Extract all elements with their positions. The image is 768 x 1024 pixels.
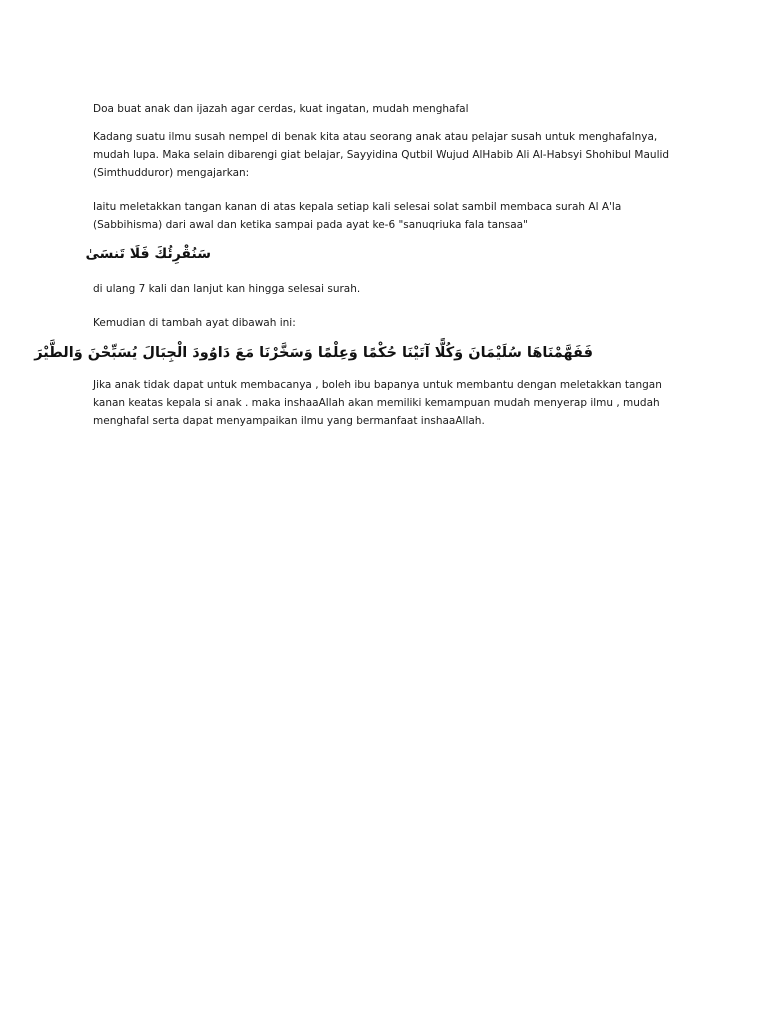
closing-paragraph: Jika anak tidak dapat untuk membacanya , boleh ibu bapanya untuk membantu dengan meletakkan tangan kanan keatas kepala si anak . maka inshaaAllah akan memiliki kemampuan mudah menyerap ilmu , mudah menghafal serta dapat menyampaikan ilmu yang bermanfaat inshaaAllah. bbox=[93, 379, 662, 427]
instruction-paragraph: Iaitu meletakkan tangan kanan di atas kepala setiap kali selesai solat sambil membaca surah Al A'la (Sabbihisma) dari awal dan ketika sampai pada ayat ke-6 "sanuqriuka fala tansaa" bbox=[93, 201, 622, 231]
next-verse-note: Kemudian di tambah ayat dibawah ini: bbox=[93, 317, 296, 329]
arabic-verse-fafahhamnaha: فَفَهَّمْنَاهَا سُلَيْمَانَ وَكُلًّا آتَيْنَا حُكْمًا وَعِلْمًا وَسَخَّرْنَا مَعَ دَاوُودَ الْجِبَالَ يُسَبِّحْنَ وَالطَّيْرَ bbox=[34, 345, 593, 361]
intro-paragraph: Kadang suatu ilmu susah nempel di benak kita atau seorang anak atau pelajar susah untuk menghafalnya, mudah lupa. Maka selain dibarengi giat belajar, Sayyidina Qutbil Wujud AlHabib Ali Al-Habsyi Shohibul Maulid (Simthudduror) mengajarkan: bbox=[93, 131, 670, 179]
repeat-note: di ulang 7 kali dan lanjut kan hingga selesai surah. bbox=[93, 283, 361, 295]
arabic-verse-sanuqriuka: سَنُقْرِئُكَ فَلَا تَنسَىٰ bbox=[85, 246, 211, 262]
document-title: Doa buat anak dan ijazah agar cerdas, kuat ingatan, mudah menghafal bbox=[93, 103, 469, 115]
